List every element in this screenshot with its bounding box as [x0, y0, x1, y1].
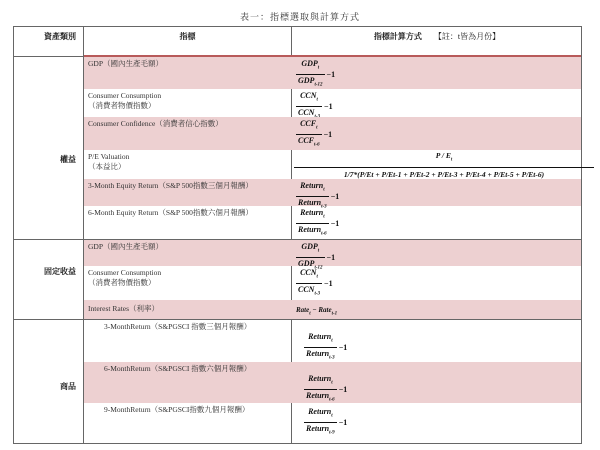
formula: $\frac{Return_t}{Return_{t-3}}$ −1: [306, 332, 348, 361]
indicator-label: P/E Valuation （本益比）: [88, 152, 130, 171]
table-row: [84, 206, 581, 239]
indicator-label: 3-Month Equity Return（S&P 500指數三個月報酬）: [88, 181, 253, 190]
table-row: [84, 89, 581, 117]
indicator-label: 9-MonthReturn（S&PGSCI指數九個月報酬）: [104, 405, 250, 414]
indicator-label: Consumer Confidence（消費者信心指數）: [88, 119, 223, 128]
table-row: [84, 300, 581, 319]
formula: $\frac{Return_t}{Return_{t-9}}$ −1: [306, 407, 348, 436]
indicator-label: 6-Month Equity Return（S&P 500指數六個月報酬）: [88, 208, 253, 217]
row-divider: [14, 56, 84, 57]
table-row: [84, 266, 581, 300]
table-row: [84, 362, 581, 403]
formula: $\frac{CCF_t}{CCF_{t-6}}$ −1: [298, 119, 333, 148]
category-commodity: 商品: [60, 382, 76, 391]
header-asset-class: 資產類別: [44, 32, 76, 41]
indicator-label: 6-MonthReturn（S&PGSCI 指數六個月報酬）: [104, 364, 252, 373]
calc-method-label: 指標計算方式: [373, 32, 422, 41]
formula: Rate$_t$ − Rate$_{t-1}$: [296, 306, 338, 317]
formula: $\frac{CCN_t}{\text{CCN}}$ −1: [298, 91, 333, 117]
indicator-label: 3-MonthReturn（S&PGSCI 指數三個月報酬）: [104, 322, 252, 331]
table-row: [84, 117, 581, 150]
pe-formula: P / $E_t$ 1/7*(P/Et + P/Et-1 + P/Et-2 + P/Et-3 + P/Et-4 + P/Et-5 + P/Et-6): [294, 150, 594, 181]
table-row: [84, 179, 581, 210]
table-row: [84, 403, 581, 444]
indicator-label: Interest Rates（利率）: [88, 304, 160, 313]
formula: $\frac{Return_t}{Return_{t-6}}$ −1: [298, 208, 340, 237]
formula: $\frac{GDP_t}{GDP_{t-12}}$ −1: [298, 242, 336, 271]
category-fixed-income: 固定收益: [44, 267, 76, 276]
indicator-label: Consumer Consumption （消費者物價指數）: [88, 91, 162, 110]
formula: $\frac{Return_t}{Return_{t-6}}$ −1: [306, 374, 348, 403]
indicator-label: GDP（國內生產毛額）: [88, 242, 164, 251]
indicator-label: Consumer Consumption （消費者物價指數）: [88, 268, 162, 287]
table-row: [84, 150, 581, 179]
table-row: [84, 240, 581, 271]
table-row: [84, 320, 581, 362]
indicator-label: GDP（國內生產毛額）: [88, 59, 164, 68]
table-row: [84, 57, 581, 89]
formula: $\frac{CCN_t}{CCN_{t-3}}$ −1: [298, 268, 333, 297]
table-caption: 表一：指標選取與計算方式: [239, 12, 360, 22]
formula: $\frac{GDP_t}{GDP_{t-12}}$ −1: [298, 59, 336, 88]
category-equity: 權益: [60, 155, 76, 164]
calc-method-note: 【註：t皆為月份】: [433, 32, 501, 41]
header-calc-method: [292, 31, 582, 42]
formula: $\frac{Return_t}{Return_{t-3}}$ −1: [298, 181, 340, 210]
indicator-table: [13, 26, 582, 444]
header-indicator: 指標: [179, 32, 196, 41]
